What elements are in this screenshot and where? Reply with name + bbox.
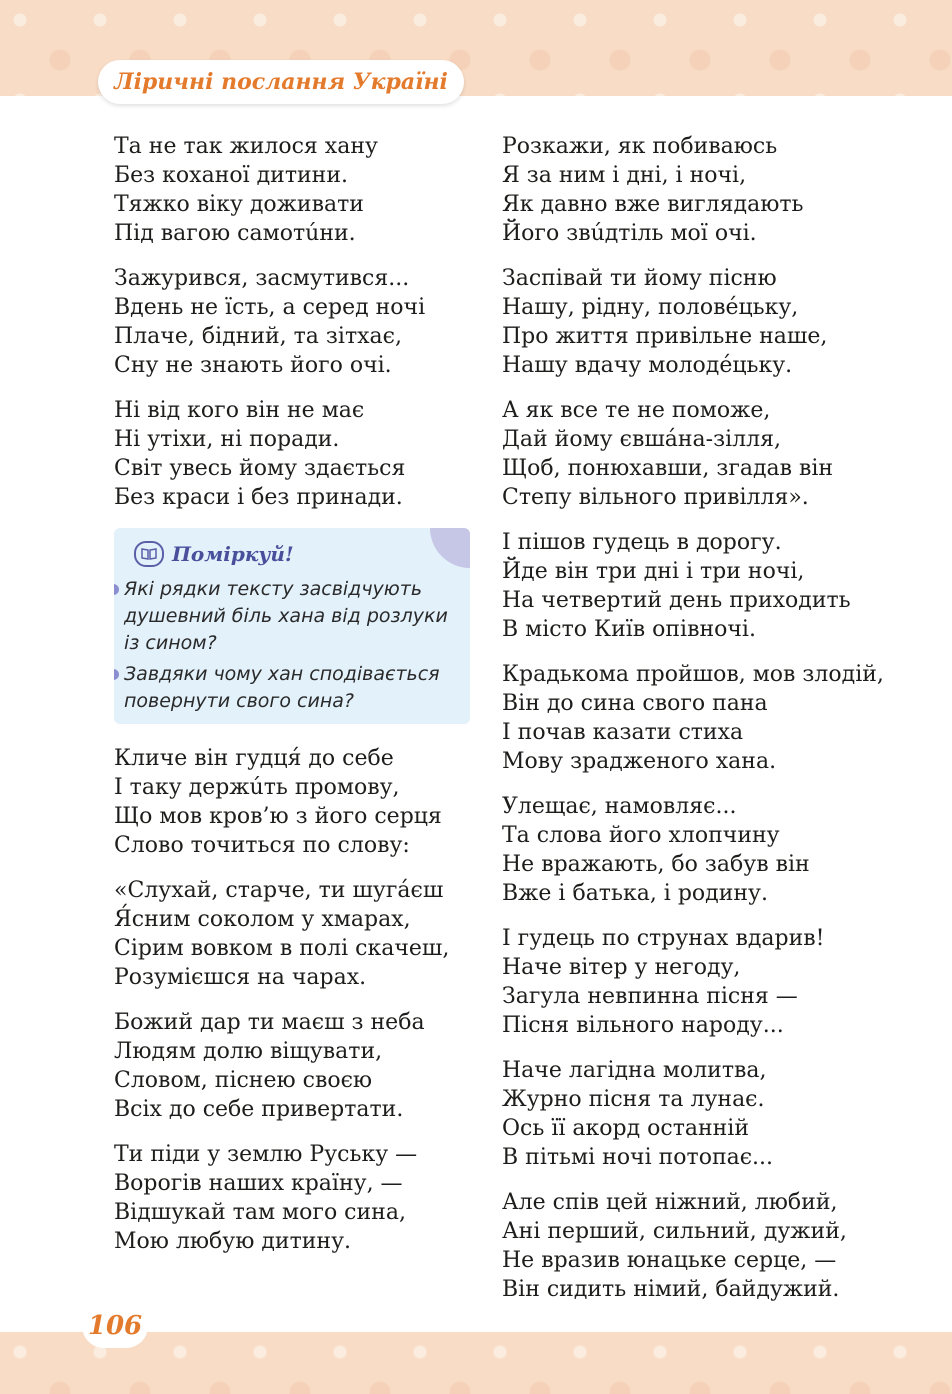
poem-line: Без краси і без принади. <box>114 485 403 510</box>
book-icon <box>134 541 164 567</box>
poem-line: Наче вітер у негоду, <box>502 955 741 980</box>
poem-line: Як давно вже виглядають <box>502 192 804 217</box>
poem-line: Під вагою самотúни. <box>114 221 356 246</box>
question-line: із сином? <box>124 632 217 654</box>
bullet-icon <box>114 669 119 680</box>
stanza <box>114 264 494 380</box>
poem-line: Божий дар ти маєш з неба <box>114 1010 425 1035</box>
poem-line: Вдень не їсть, а серед ночі <box>114 295 426 320</box>
stanza <box>502 1056 882 1172</box>
poem-line: І почав казати стиха <box>502 720 744 745</box>
question-line: Які рядки тексту засвідчують <box>124 578 423 600</box>
left-column <box>114 132 494 1272</box>
poem-line: Дай йому євша́на-зілля, <box>502 427 781 452</box>
stanza <box>502 264 882 380</box>
stanza <box>114 1008 494 1124</box>
poem-line: Кличе він гудця́ до себе <box>114 746 394 771</box>
question-line: повернути свого сина? <box>124 690 354 712</box>
stanza <box>114 132 494 248</box>
poem-line: Та слова його хлопчину <box>502 823 780 848</box>
poem-line: Відшукай там мого сина, <box>114 1200 406 1225</box>
poem-line: А як все те не поможе, <box>502 398 771 423</box>
poem-line: В пітьмі ночі потопає... <box>502 1145 774 1170</box>
poem-line: Про життя привільне наше, <box>502 324 828 349</box>
poem-line: Та не так жилося хану <box>114 134 378 159</box>
poem-line: Зажурився, засмутився... <box>114 266 410 291</box>
poem-line: Ось її акорд останній <box>502 1116 750 1141</box>
poem-line: Нашу вдачу молоде́цьку. <box>502 353 793 378</box>
poem-line: Слово точиться по слову: <box>114 833 410 858</box>
poem-line: Щоб, понюхавши, згадав він <box>502 456 834 481</box>
poem-line: Всіх до себе привертати. <box>114 1097 404 1122</box>
poem-line: Розумієшся на чарах. <box>114 965 367 990</box>
poem-line: Журно пісня та лунає. <box>502 1087 765 1112</box>
stanza <box>502 1188 882 1304</box>
poem-line: Але спів цей ніжний, любий, <box>502 1190 838 1215</box>
poem-line: Ані перший, сильний, дужий, <box>502 1219 847 1244</box>
poem-line: Без коханої дитини. <box>114 163 348 188</box>
poem-line: Плаче, бідний, та зітхає, <box>114 324 402 349</box>
poem-line: Ти піди у землю Руську — <box>114 1142 418 1167</box>
stanza <box>502 792 882 908</box>
poem-line: Ворогів наших країну, — <box>114 1171 403 1196</box>
poem-line: І пішов гудець в дорогу. <box>502 530 782 555</box>
poem-line: Що мов кров’ю з його серця <box>114 804 442 829</box>
stanza <box>114 396 494 512</box>
question-line: душевний біль хана від розлуки <box>124 605 448 627</box>
poem-line: Вже і батька, і родину. <box>502 881 768 906</box>
stanza <box>502 132 882 248</box>
think-box <box>114 528 470 724</box>
stanza <box>114 876 494 992</box>
poem-line: Він до сина свого пана <box>502 691 768 716</box>
stanza <box>502 924 882 1040</box>
poem-line: Світ увесь йому здається <box>114 456 406 481</box>
question-line: Завдяки чому хан сподівається <box>124 663 440 685</box>
poem-line: Не вражають, бо забув він <box>502 852 810 877</box>
poem-line: Степу вільного привілля». <box>502 485 809 510</box>
poem-line: Мову зрадженого хана. <box>502 749 777 774</box>
poem-line: Пісня вільного народу... <box>502 1013 784 1038</box>
poem-line: І таку держúть промову, <box>114 775 400 800</box>
poem-line: Сірим вовком в полі скачеш, <box>114 936 450 961</box>
poem-line: Улещає, намовляє... <box>502 794 737 819</box>
poem-line: Не вразив юнацьке серце, — <box>502 1248 837 1273</box>
poem-line: «Слухай, старче, ти шуга́єш <box>114 878 444 903</box>
poem-line: Мою любую дитину. <box>114 1229 352 1254</box>
question-list <box>114 576 470 719</box>
poem-line: Ні від кого він не має <box>114 398 365 423</box>
stanza <box>502 396 882 512</box>
poem-line: Словом, піснею своєю <box>114 1068 373 1093</box>
page-number: 106 <box>82 1304 148 1348</box>
poem-line: Людям долю віщувати, <box>114 1039 383 1064</box>
bottom-decorative-band <box>0 1332 952 1394</box>
corner-decoration <box>430 528 470 568</box>
poem-line: Я за ним і дні, і ночі, <box>502 163 747 188</box>
poem-line: Наче лагідна молитва, <box>502 1058 767 1083</box>
poem-line: І гудець по струнах вдарив! <box>502 926 825 951</box>
poem-line: Йде він три дні і три ночі, <box>502 559 805 584</box>
stanza <box>114 744 494 860</box>
stanza <box>502 528 882 644</box>
poem-line: Нашу, рідну, полове́цьку, <box>502 295 799 320</box>
poem-line: Сну не знають його очі. <box>114 353 392 378</box>
section-title: Ліричні послання Україні <box>98 60 464 104</box>
question-item <box>114 661 470 715</box>
poem-line: Тяжко віку доживати <box>114 192 364 217</box>
poem-line: Розкажи, як побиваюсь <box>502 134 778 159</box>
poem-line: В місто Київ опівночі. <box>502 617 756 642</box>
question-item <box>114 576 470 657</box>
stanza <box>502 660 882 776</box>
bullet-icon <box>114 584 119 595</box>
poem-line: Заспівай ти йому пісню <box>502 266 777 291</box>
poem-line: Його звúдтіль мої очі. <box>502 221 757 246</box>
poem-line: Я́сним соколом у хмарах, <box>114 907 411 932</box>
poem-line: Він сидить німий, байдужий. <box>502 1277 840 1302</box>
stanza <box>114 1140 494 1256</box>
think-title: Поміркуй! <box>172 542 294 566</box>
right-column <box>502 132 882 1320</box>
poem-line: Загула невпинна пісня — <box>502 984 798 1009</box>
poem-line: На четвертий день приходить <box>502 588 851 613</box>
poem-line: Ні утіхи, ні поради. <box>114 427 340 452</box>
think-header <box>134 540 294 568</box>
poem-line: Крадькома пройшов, мов злодій, <box>502 662 884 687</box>
